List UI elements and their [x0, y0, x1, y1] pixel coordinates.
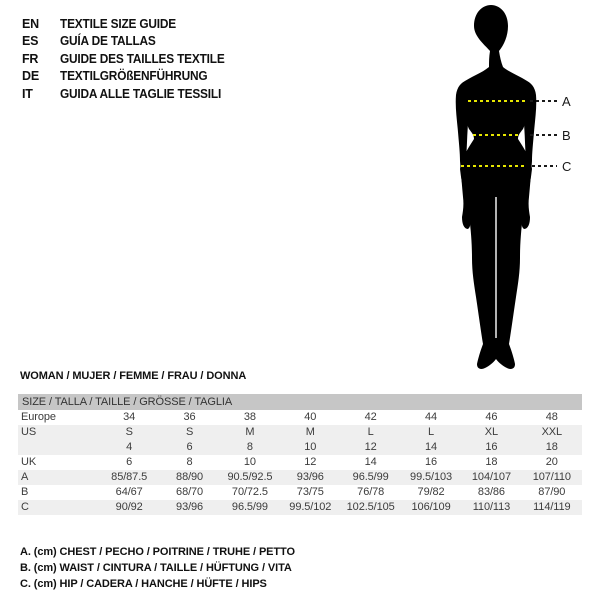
size-cell: 14: [425, 441, 438, 453]
size-table-header: SIZE / TALLA / TAILLE / GRÖSSE / TAGLIA: [18, 394, 582, 410]
size-cell: 36: [183, 411, 196, 423]
hip-measure-line: [461, 165, 527, 167]
row-label: Europe: [21, 411, 56, 423]
size-cell: 8: [186, 456, 193, 468]
table-row: [18, 410, 582, 425]
size-cell: 96.5/99: [231, 501, 268, 513]
language-code: EN: [22, 16, 39, 31]
chest-pointer-line: [530, 100, 557, 102]
woman-silhouette-figure: [430, 0, 580, 380]
size-cell: 14: [364, 456, 377, 468]
size-cell: 64/67: [115, 486, 143, 498]
size-cell: 18: [545, 441, 558, 453]
language-row: [22, 68, 233, 86]
language-title: TEXTILGRÖßENFÜHRUNG: [60, 69, 208, 84]
size-cell: 88/90: [176, 471, 204, 483]
size-cell: 16: [425, 456, 438, 468]
language-code: IT: [22, 86, 33, 101]
size-cell: XXL: [541, 426, 563, 438]
size-cell: 6: [186, 441, 193, 453]
row-label: A: [21, 471, 29, 483]
size-cell: XL: [484, 426, 499, 438]
legend-line: C. (cm) HIP / CADERA / HANCHE / HÜFTE / HIPS: [20, 578, 267, 590]
size-cell: 73/75: [296, 486, 324, 498]
table-row: [18, 425, 582, 440]
language-row: [22, 15, 233, 33]
size-cell: 87/90: [538, 486, 566, 498]
language-row: [22, 50, 233, 68]
size-cell: 68/70: [176, 486, 204, 498]
language-title: GUÍA DE TALLAS: [60, 34, 156, 49]
size-cell: 48: [545, 411, 558, 423]
size-cell: 90/92: [115, 501, 143, 513]
size-cell: 34: [123, 411, 136, 423]
size-cell: 42: [364, 411, 377, 423]
size-cell: 107/110: [532, 471, 571, 483]
size-cell: 106/109: [411, 501, 451, 513]
size-cell: 93/96: [296, 471, 324, 483]
legend-line: A. (cm) CHEST / PECHO / POITRINE / TRUHE / PETTO: [20, 546, 295, 558]
size-cell: 99.5/103: [410, 471, 453, 483]
language-title: GUIDA ALLE TAGLIE TESSILI: [60, 86, 222, 101]
section-title: WOMAN / MUJER / FEMME / FRAU / DONNA: [20, 370, 247, 382]
table-row: [18, 485, 582, 500]
size-table-body: [18, 410, 582, 515]
size-cell: 110/113: [472, 501, 511, 513]
waist-pointer-line: [530, 134, 557, 136]
size-cell: M: [305, 426, 315, 438]
size-cell: 20: [545, 456, 558, 468]
table-row: [18, 470, 582, 485]
waist-measure-line: [473, 134, 519, 136]
row-label: US: [21, 426, 37, 438]
size-cell: L: [428, 426, 435, 438]
size-cell: 40: [304, 411, 317, 423]
size-cell: 4: [126, 441, 133, 453]
size-cell: M: [245, 426, 255, 438]
size-cell: 102.5/105: [346, 501, 395, 513]
row-label: C: [21, 501, 29, 513]
size-cell: 16: [485, 441, 498, 453]
size-cell: 90.5/92.5: [227, 471, 273, 483]
row-label: B: [21, 486, 29, 498]
size-cell: 93/96: [176, 501, 204, 513]
size-cell: 104/107: [471, 471, 511, 483]
waist-label: B: [562, 128, 571, 143]
row-label: UK: [21, 456, 37, 468]
legend-list: [20, 544, 295, 592]
size-cell: 8: [246, 441, 253, 453]
size-cell: 38: [243, 411, 256, 423]
size-cell: 76/78: [357, 486, 385, 498]
size-cell: 114/119: [533, 501, 571, 513]
language-list: [22, 15, 233, 103]
size-cell: S: [185, 426, 194, 438]
size-cell: 6: [126, 456, 133, 468]
hip-label: C: [562, 159, 572, 174]
language-code: DE: [22, 69, 39, 84]
size-cell: 96.5/99: [352, 471, 389, 483]
size-cell: S: [125, 426, 133, 438]
language-row: [22, 85, 233, 103]
table-row: [18, 440, 582, 455]
hip-pointer-line: [532, 165, 557, 167]
size-cell: L: [367, 426, 374, 438]
language-title: TEXTILE SIZE GUIDE: [60, 16, 177, 31]
chest-measure-line: [468, 100, 526, 102]
language-row: [22, 33, 233, 51]
size-cell: 85/87.5: [111, 471, 148, 483]
table-row: [18, 455, 582, 470]
table-row: [18, 500, 582, 515]
size-cell: 83/86: [477, 486, 505, 498]
chest-label: A: [562, 94, 571, 109]
size-cell: 18: [485, 456, 498, 468]
size-cell: 12: [304, 456, 317, 468]
language-code: FR: [22, 51, 39, 66]
size-cell: 70/72.5: [231, 486, 268, 498]
row-label: [18, 440, 99, 455]
size-table: [18, 394, 582, 515]
size-cell: 46: [485, 411, 498, 423]
size-cell: 79/82: [417, 486, 445, 498]
size-cell: 10: [243, 456, 256, 468]
legend-line: B. (cm) WAIST / CINTURA / TAILLE / HÜFTUNG / VITA: [20, 562, 292, 574]
language-title: GUIDE DES TAILLES TEXTILE: [60, 51, 225, 66]
size-cell: 10: [304, 441, 317, 453]
size-cell: 44: [425, 411, 438, 423]
language-code: ES: [22, 34, 39, 49]
size-cell: 99.5/102: [289, 501, 332, 513]
size-cell: 12: [364, 441, 377, 453]
